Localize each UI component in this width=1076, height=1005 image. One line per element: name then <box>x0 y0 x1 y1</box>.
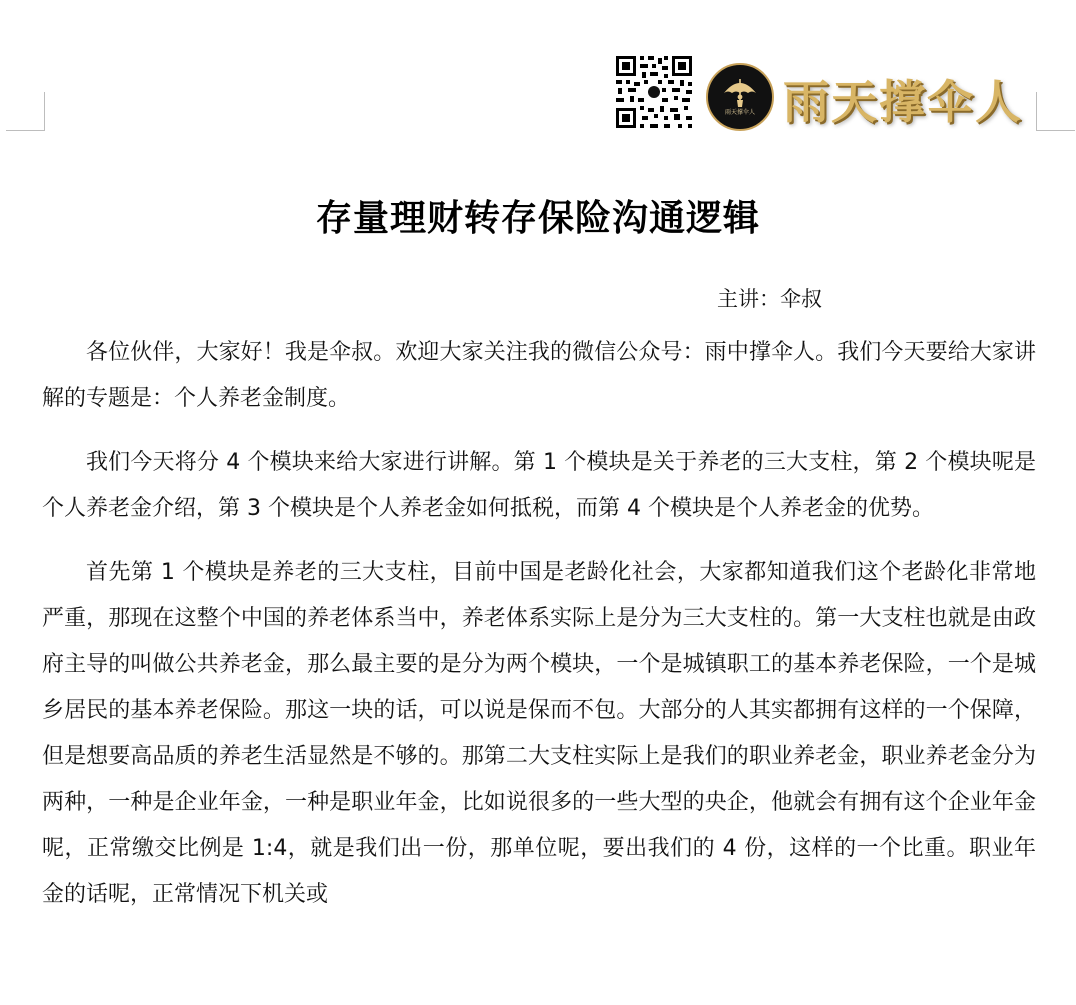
paragraph: 我们今天将分 4 个模块来给大家进行讲解。第 1 个模块是关于养老的三大支柱，第 2 个模块呢是个人养老金介绍，第 3 个模块是个人养老金如何抵税，而第 4 个模块是个人养老金的优势。 <box>42 450 1036 521</box>
qr-code-icon <box>614 54 694 130</box>
logo-caption: 雨天撑伞人 <box>724 109 755 116</box>
crop-mark-top-right <box>1036 92 1075 131</box>
paragraph: 各位伙伴，大家好！我是伞叔。欢迎大家关注我的微信公众号：雨中撑伞人。我们今天要给大家讲解的专题是：个人养老金制度。 <box>42 340 1036 411</box>
paragraph: 首先第 1 个模块是养老的三大支柱，目前中国是老龄化社会，大家都知道我们这个老龄化非常地严重，那现在这整个中国的养老体系当中，养老体系实际上是分为三大支柱的。第一大支柱也就是由政府主导的叫做公共养老金，那么最主要的是分为两个模块，一个是城镇职工的基本养老保险，一个是城乡居民的基本养老保险。那这一块的话，可以说是保而不包。大部分的人其实都拥有这样的一个保障，但是想要高品质的养老生活显然是不够的。那第二大支柱实际上是我们的职业养老金，职业养老金分为两种，一种是企业年金，一种是职业年金，比如说很多的一些大型的央企，他就会有拥有这个企业年金呢，正常缴交比例是 1:4，就是我们出一份，那单位呢，要出我们的 4 份，这样的一个比重。职业年金的话呢，正常情况下机关或 <box>42 560 1036 907</box>
document-body <box>42 330 1036 936</box>
document-title: 存量理财转存保险沟通逻辑 <box>315 198 760 239</box>
brand-logo-badge <box>706 63 774 131</box>
crop-mark-top-left <box>6 92 45 131</box>
speaker-line: 主讲：伞叔 <box>717 287 822 311</box>
umbrella-person-icon <box>708 65 772 129</box>
brand-name: 雨天撑伞人 <box>783 75 1023 129</box>
